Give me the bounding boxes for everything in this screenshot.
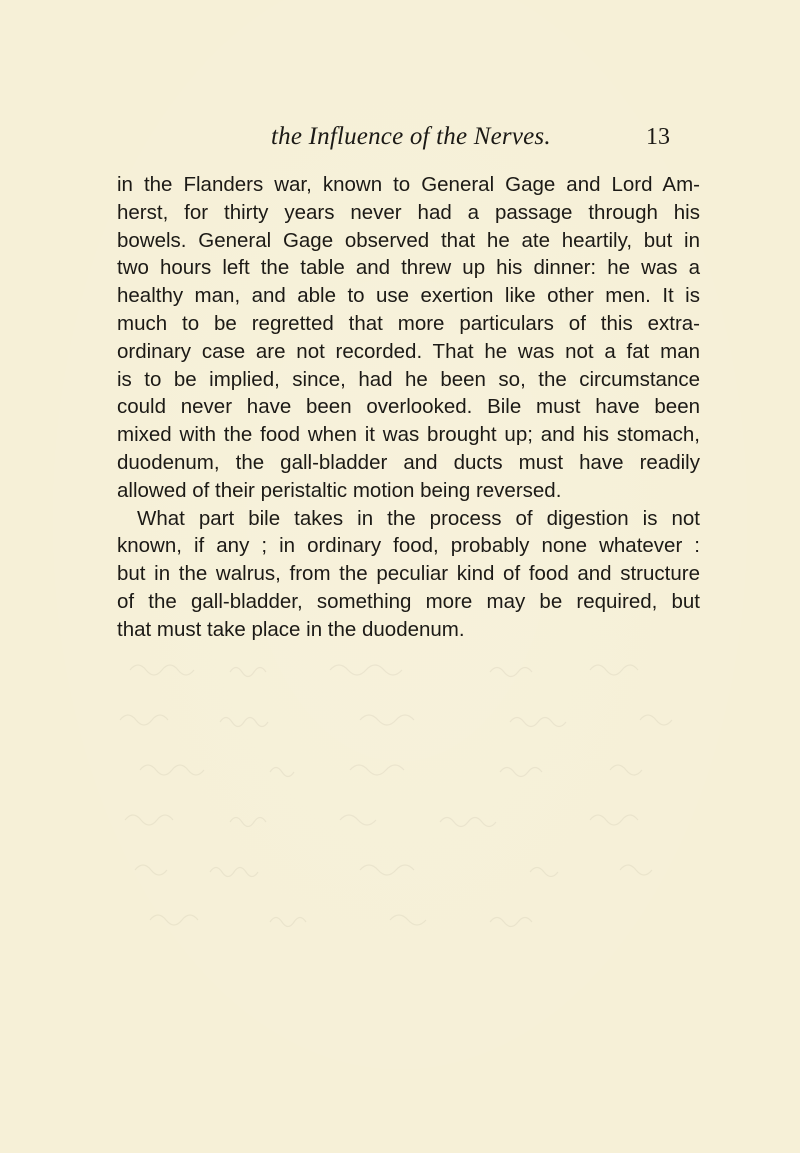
text-line: bowels. General Gage observed that he ate heartily, but in bbox=[117, 228, 700, 252]
paragraph-1 bbox=[117, 171, 700, 505]
running-head-title: the Influence of the Nerves. bbox=[271, 123, 551, 150]
text-line: could never have been overlooked. Bile must have been bbox=[117, 395, 700, 419]
text-line: in the Flanders war, known to General Gage and Lord Am- bbox=[117, 173, 700, 196]
text-line: that must take place in the duodenum. bbox=[117, 617, 465, 641]
text-line: mixed with the food when it was brought up; and his stomach, bbox=[117, 423, 700, 447]
show-through-texture bbox=[110, 650, 710, 970]
text-line: What part bile takes in the process of digestion is not bbox=[137, 506, 700, 530]
paragraph-2 bbox=[117, 505, 700, 644]
text-line: duodenum, the gall-bladder and ducts must have readily bbox=[117, 450, 700, 474]
text-line: herst, for thirty years never had a passage through his bbox=[117, 200, 700, 224]
text-line: is to be implied, since, had he been so, the circumstance bbox=[117, 367, 700, 391]
text-line: known, if any ; in ordinary food, probably none whatever : bbox=[117, 534, 700, 558]
text-line: ordinary case are not recorded. That he was not a fat man bbox=[117, 339, 700, 363]
text-line: but in the walrus, from the peculiar kind of food and structure bbox=[117, 562, 700, 586]
text-line: allowed of their peristaltic motion being reversed. bbox=[117, 478, 562, 502]
text-line: of the gall-bladder, something more may be required, but bbox=[117, 589, 700, 613]
text-line: much to be regretted that more particulars of this extra- bbox=[117, 311, 700, 335]
text-line: two hours left the table and threw up his dinner: he was a bbox=[117, 256, 700, 280]
page-number: 13 bbox=[646, 124, 670, 150]
body-text bbox=[117, 171, 700, 644]
running-head bbox=[0, 120, 800, 156]
text-line: healthy man, and able to use exertion like other men. It is bbox=[117, 284, 700, 308]
